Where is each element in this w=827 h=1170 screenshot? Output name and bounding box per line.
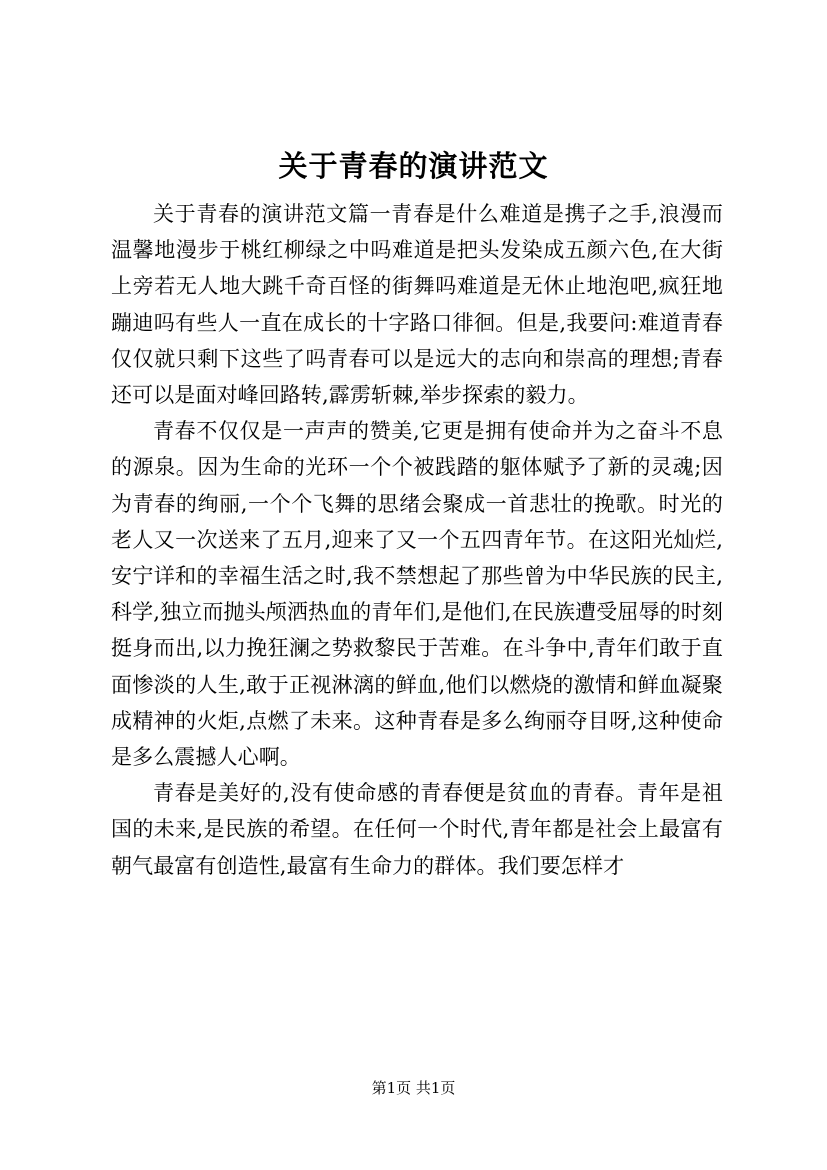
paragraph-3: 青春是美好的,没有使命感的青春便是贫血的青春。青年是祖国的未来,是民族的希望。在任何一个时代,青年都是社会上最富有朝气最富有创造性,最富有生命力的群体。我们要怎样才 [111,781,723,878]
page-footer: 第1页 共1页 [371,1079,456,1097]
paragraph-1: 关于青春的演讲范文篇一青春是什么难道是携子之手,浪漫而温馨地漫步于桃红柳绿之中吗难道是把头发染成五颜六色,在大街上旁若无人地大跳千奇百怪的街舞吗难道是无休止地泡吧,疯狂地蹦迪吗有些人一直在成长的十字路口徘徊。但是,我要问:难道青春仅仅就只剩下这些了吗青春可以是远大的志向和崇高的理想;青春还可以是面对峰回路转,霹雳斩棘,举步探索的毅力。 [111,202,723,408]
paragraph-2: 青春不仅仅是一声声的赞美,它更是拥有使命并为之奋斗不息的源泉。因为生命的光环一个个被践踏的躯体赋予了新的灵魂;因为青春的绚丽,一个个飞舞的思绪会聚成一首悲壮的挽歌。时光的老人又一次送来了五月,迎来了又一个五四青年节。在这阳光灿烂,安宁详和的幸福生活之时,我不禁想起了那些曾为中华民族的民主,科学,独立而抛头颅洒热血的青年们,是他们,在民族遭受屈辱的时刻挺身而出,以力挽狂澜之势救黎民于苦难。在斗争中,青年们敢于直面惨淡的人生,敢于正视淋漓的鲜血,他们以燃烧的激情和鲜血凝聚成精神的火炬,点燃了未来。这种青春是多么绚丽夺目呀,这种使命是多么震撼人心啊。 [111,419,723,770]
document-title: 关于青春的演讲范文 [278,149,549,183]
document-body [111,196,723,884]
